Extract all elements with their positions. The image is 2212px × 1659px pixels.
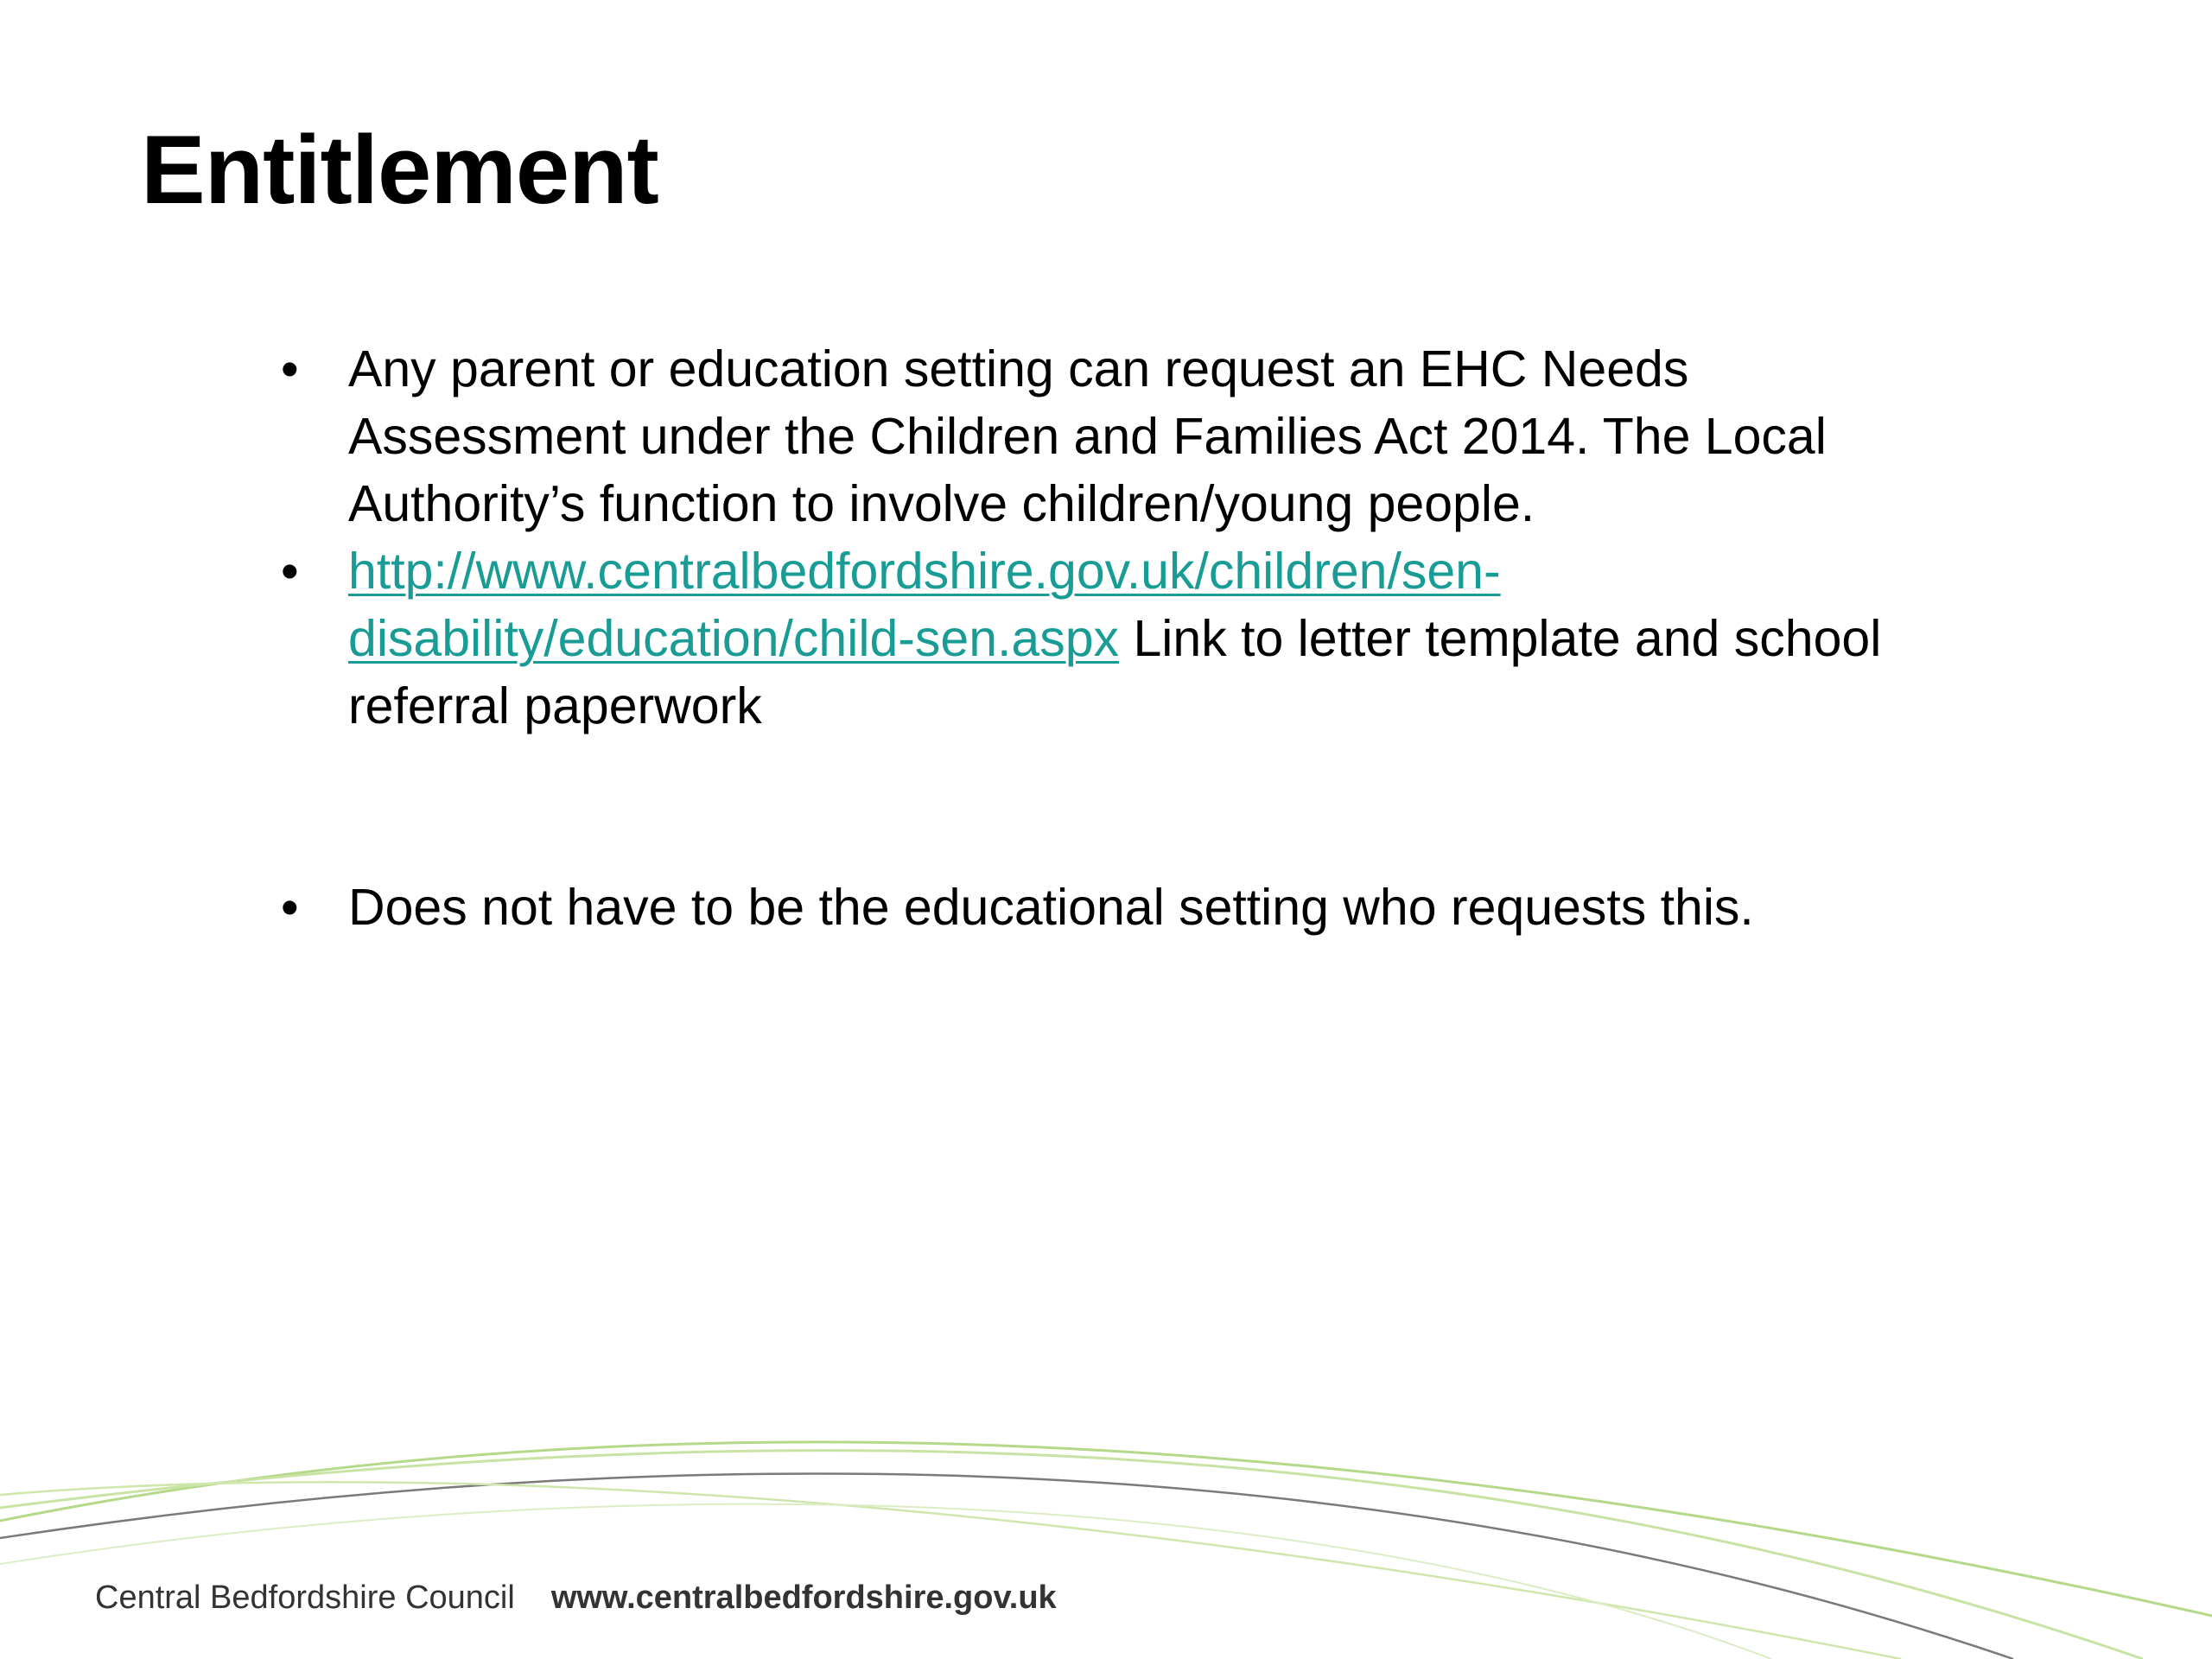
bullet-icon: • <box>281 340 299 397</box>
bullet-icon: • <box>281 879 299 936</box>
decorative-swoosh-lines <box>0 1417 2212 1659</box>
bullet-item-link <box>281 537 1923 740</box>
footer-website: www.centralbedfordshire.gov.uk <box>550 1580 1057 1616</box>
bullet-item-requester <box>281 874 1923 941</box>
bullet-icon: • <box>281 543 299 600</box>
bullet-text: Link to letter template and school referral paperwork <box>348 610 1882 734</box>
footer-organisation: Central Bedfordshire Council <box>95 1580 515 1616</box>
link-line-1: http://www.centralbedfordshire.gov.uk/children/sen- <box>348 543 1501 600</box>
link-line-2: disability/education/child-sen.aspx <box>348 610 1120 667</box>
bullet-text: Does not have to be the educational setting who requests this. <box>348 879 1754 936</box>
slide-title: Entitlement <box>141 116 658 224</box>
bullet-text: Any parent or education setting can request an EHC Needs Assessment under the Children and Families Act 2014. The Local Authority’s function to involve children/young people. <box>348 340 1827 532</box>
slide-footer <box>95 1580 1057 1617</box>
swoosh-grey-line <box>0 1473 2013 1659</box>
bullet-list <box>281 335 1923 941</box>
bullet-spacer <box>281 740 1923 874</box>
bullet-item-entitlement <box>281 335 1923 537</box>
